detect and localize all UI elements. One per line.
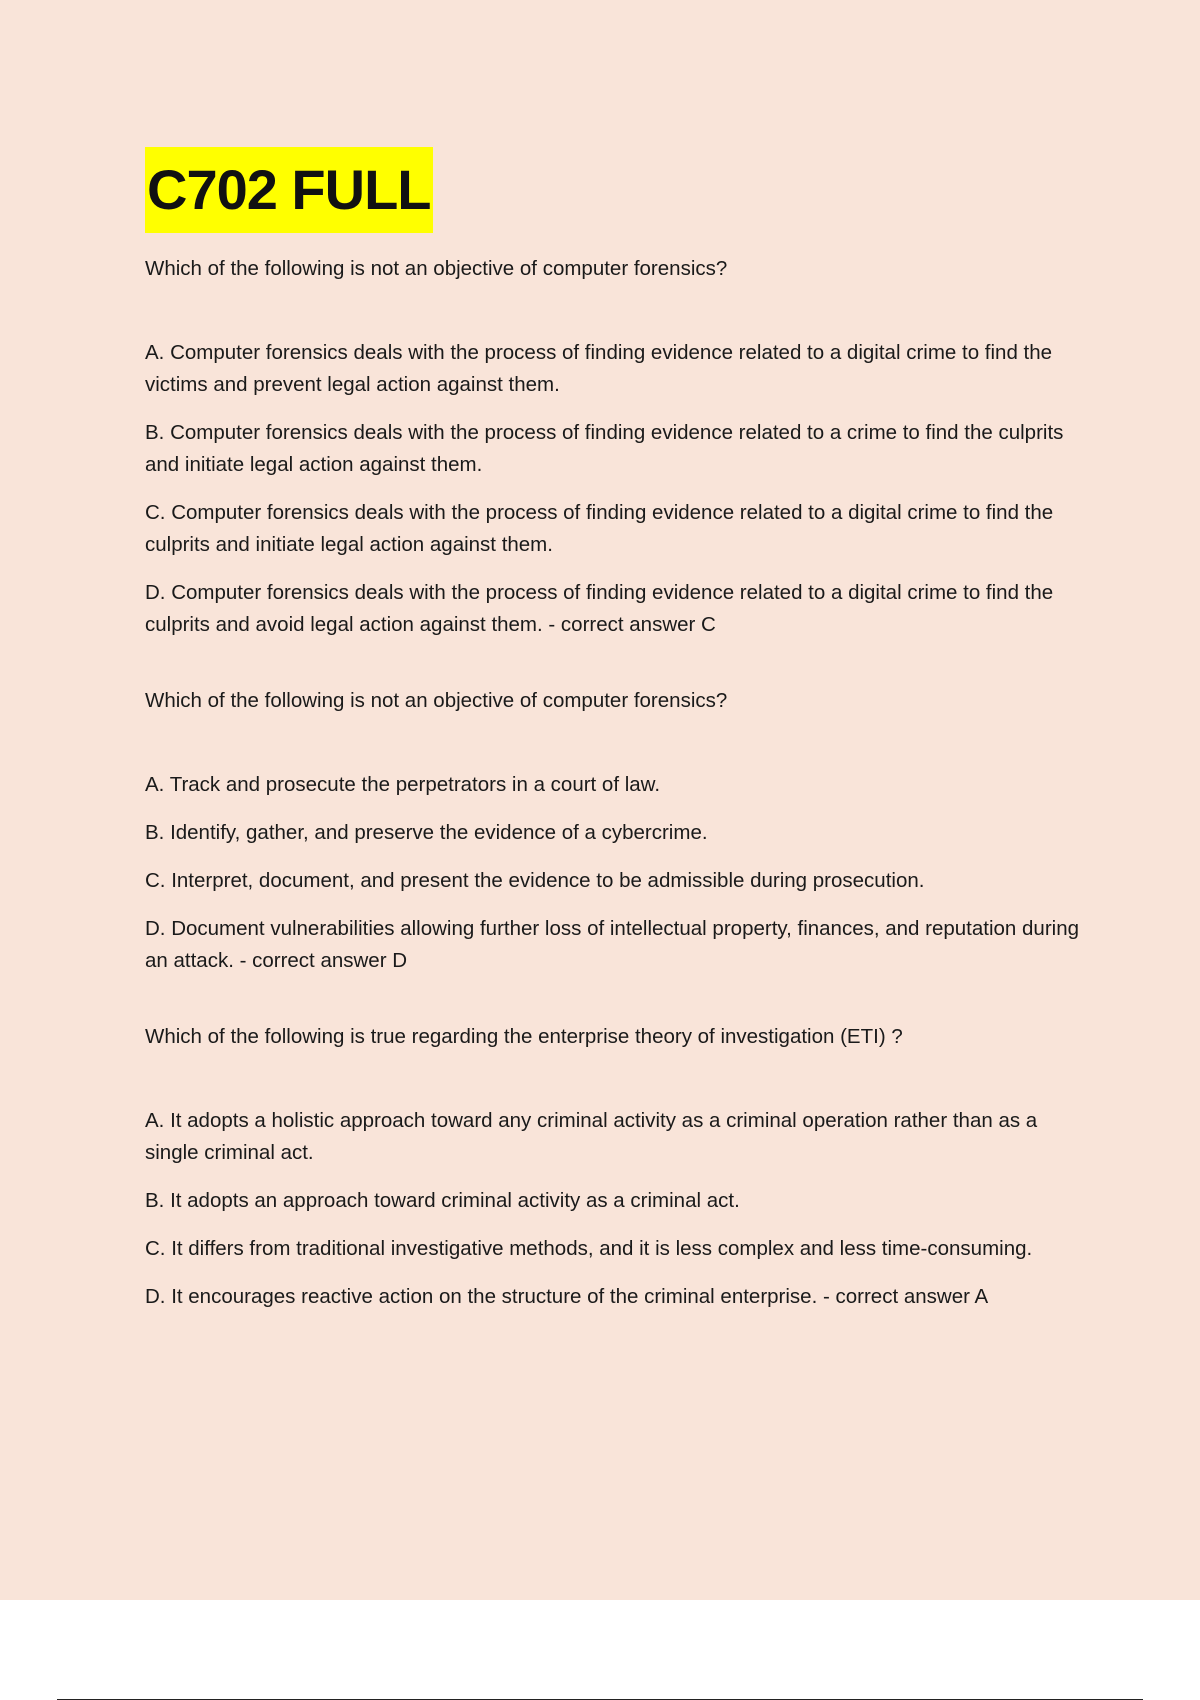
answer-option-a: A. It adopts a holistic approach toward any criminal activity as a criminal operation rather than as a single criminal act. xyxy=(145,1109,1038,1164)
question-prompt: Which of the following is true regarding the enterprise theory of investigation (ETI) ? xyxy=(145,1025,903,1048)
document-title: C702 FULL xyxy=(145,147,433,233)
answer-option-c: C. It differs from traditional investigative methods, and it is less complex and less time-consuming. xyxy=(145,1237,1033,1260)
question-block-2 xyxy=(145,685,1085,977)
answer-options xyxy=(145,1105,1085,1313)
question-block-3 xyxy=(145,1021,1085,1313)
question-prompt: Which of the following is not an objective of computer forensics? xyxy=(145,689,728,712)
answer-option-a: A. Computer forensics deals with the process of finding evidence related to a digital crime to find the victims and prevent legal action against them. xyxy=(145,341,1053,396)
question-block-1 xyxy=(145,253,1085,641)
answer-options xyxy=(145,337,1085,641)
answer-option-d: D. It encourages reactive action on the structure of the criminal enterprise. - correct answer A xyxy=(145,1285,989,1308)
answer-option-d: D. Computer forensics deals with the process of finding evidence related to a digital crime to find the culprits and avoid legal action against them. - correct answer C xyxy=(145,581,1054,636)
answer-option-b: B. Identify, gather, and preserve the evidence of a cybercrime. xyxy=(145,821,708,844)
document-content xyxy=(145,147,1085,1329)
answer-option-c: C. Computer forensics deals with the process of finding evidence related to a digital crime to find the culprits and initiate legal action against them. xyxy=(145,501,1054,556)
question-prompt: Which of the following is not an objective of computer forensics? xyxy=(145,257,728,280)
answer-option-a: A. Track and prosecute the perpetrators in a court of law. xyxy=(145,773,661,796)
answer-option-c: C. Interpret, document, and present the evidence to be admissible during prosecution. xyxy=(145,869,925,892)
answer-option-d: D. Document vulnerabilities allowing further loss of intellectual property, finances, and reputation during an attack. - correct answer D xyxy=(145,917,1080,972)
answer-option-b: B. It adopts an approach toward criminal activity as a criminal act. xyxy=(145,1189,740,1212)
answer-option-b: B. Computer forensics deals with the process of finding evidence related to a crime to find the culprits and initiate legal action against them. xyxy=(145,421,1064,476)
answer-options xyxy=(145,769,1085,977)
